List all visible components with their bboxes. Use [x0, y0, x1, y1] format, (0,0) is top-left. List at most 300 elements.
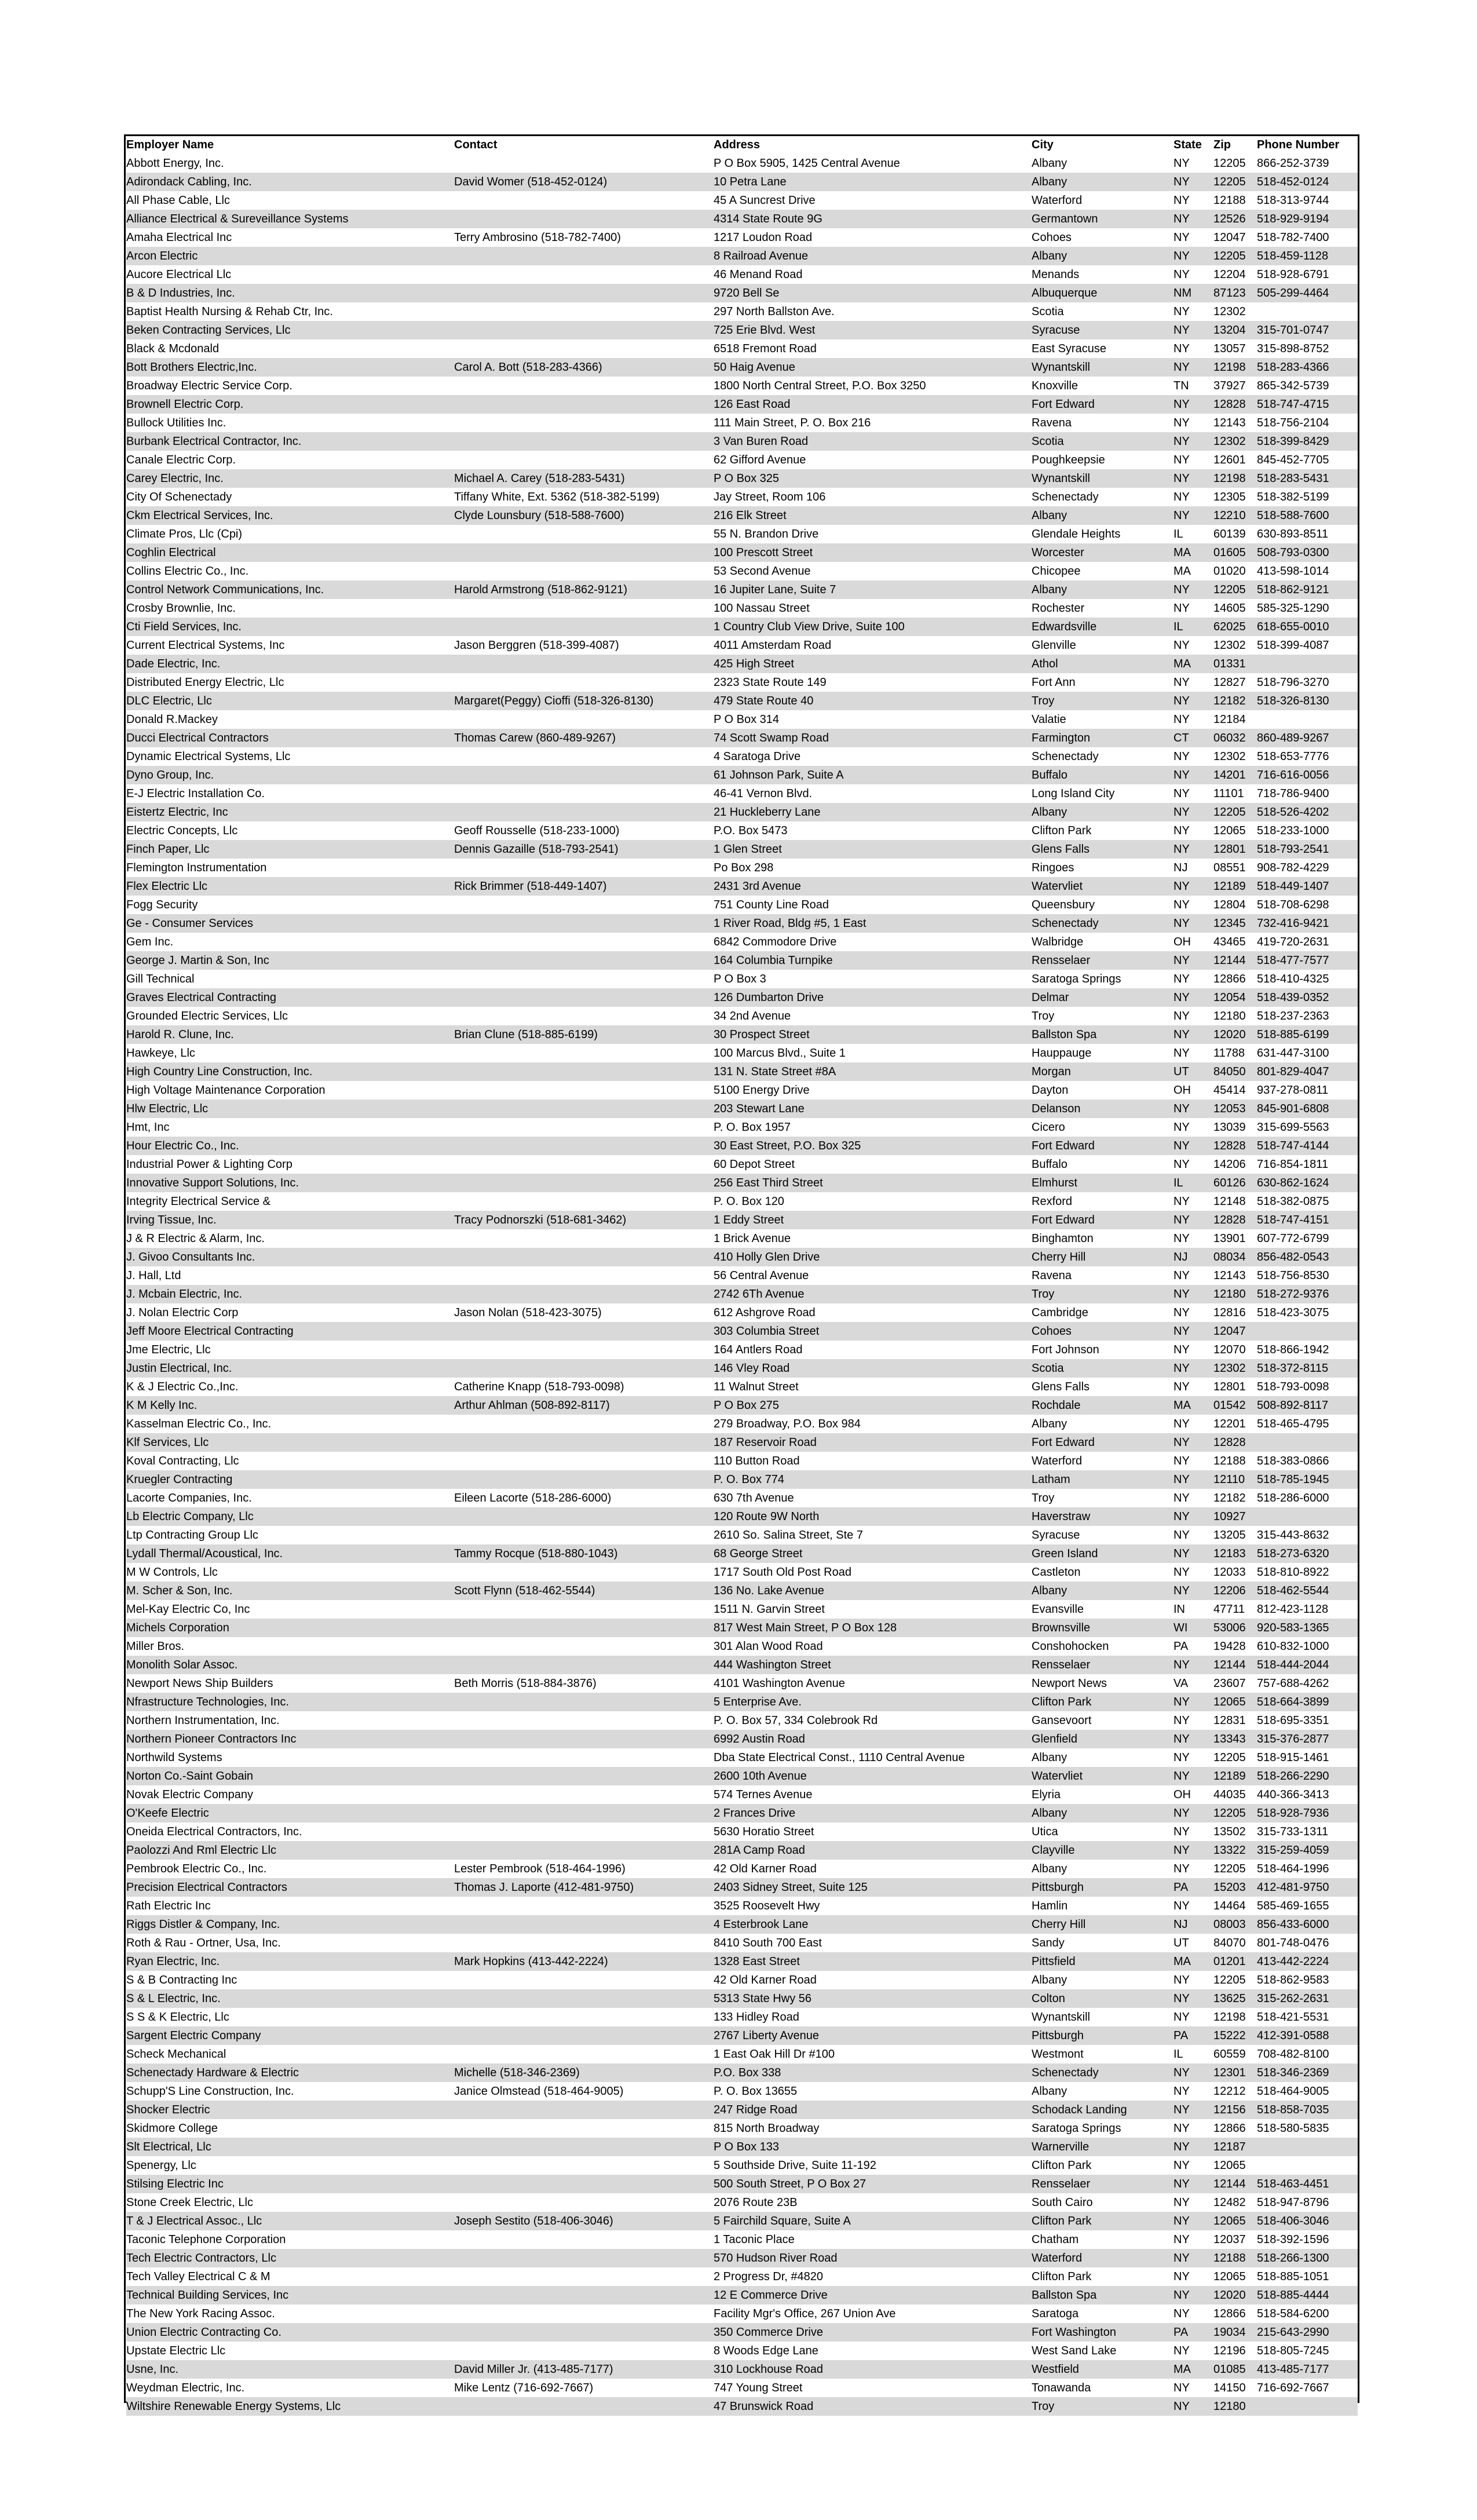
- contact-cell: [454, 1100, 714, 1118]
- city-cell: Fort Edward: [1032, 395, 1173, 414]
- state-cell: NY: [1173, 2064, 1213, 2082]
- address-cell: 203 Stewart Lane: [714, 1100, 1032, 1118]
- address-cell: 5 Fairchild Square, Suite A: [714, 2212, 1032, 2230]
- phone-cell: 518-782-7400: [1257, 231, 1329, 244]
- address-cell: 46 Menand Road: [714, 268, 803, 281]
- state-cell: NY: [1173, 210, 1213, 228]
- zip-cell: 12205: [1213, 173, 1257, 191]
- state-cell: NY: [1173, 1322, 1213, 1341]
- contact-cell: [454, 1433, 714, 1452]
- city-cell: Delanson: [1032, 1100, 1173, 1118]
- phone-cell: 801-748-0476: [1257, 1937, 1329, 1949]
- state-cell: NY: [1173, 1582, 1213, 1600]
- table-row: [126, 896, 1358, 914]
- phone-cell: 413-485-7177: [1257, 2360, 1358, 2379]
- employer-name-cell: B & D Industries, Inc.: [126, 284, 454, 302]
- phone-cell: 315-262-2631: [1257, 1989, 1358, 2008]
- table-row: [126, 1192, 1358, 1211]
- state-cell: NY: [1173, 2233, 1190, 2246]
- employer-name-cell: S & L Electric, Inc.: [126, 1989, 454, 2008]
- zip-cell: 44035: [1213, 1788, 1246, 1801]
- employer-name-cell: Broadway Electric Service Corp.: [126, 379, 293, 392]
- city-cell: Germantown: [1032, 210, 1173, 228]
- contact-cell: [454, 803, 714, 821]
- employer-name-cell: Eistertz Electric, Inc: [126, 803, 454, 821]
- contact-cell: [454, 1934, 714, 1952]
- zip-cell: 12065: [1213, 2159, 1246, 2172]
- contact-cell: Clyde Lounsbury (518-588-7600): [454, 506, 714, 525]
- table-row: [126, 2138, 1358, 2156]
- table-row: [126, 2175, 1358, 2193]
- employer-table: [126, 136, 1358, 2416]
- state-cell: NY: [1173, 2138, 1213, 2156]
- zip-cell: 01331: [1213, 655, 1257, 673]
- city-cell: Scotia: [1032, 1359, 1173, 1378]
- table-row: [126, 1322, 1358, 1341]
- zip-cell: 13039: [1213, 1121, 1246, 1134]
- zip-cell: 11101: [1213, 787, 1244, 800]
- state-cell: NY: [1173, 231, 1190, 244]
- state-cell: MA: [1173, 1952, 1213, 1971]
- address-cell: 187 Reservoir Road: [714, 1433, 1032, 1452]
- address-cell: 2323 State Route 149: [714, 676, 827, 689]
- state-cell: NY: [1173, 1285, 1213, 1303]
- contact-cell: [454, 1785, 714, 1804]
- employer-name-cell: Dyno Group, Inc.: [126, 766, 454, 784]
- zip-cell: 01020: [1213, 565, 1246, 578]
- phone-cell: 518-233-1000: [1257, 824, 1329, 837]
- address-cell: 126 Dumbarton Drive: [714, 988, 1032, 1007]
- table-row: [126, 692, 1358, 710]
- zip-cell: 23607: [1213, 1677, 1246, 1690]
- city-cell: Saratoga Springs: [1032, 2122, 1121, 2135]
- table-row: [126, 432, 1358, 451]
- zip-cell: 13502: [1213, 1825, 1246, 1838]
- employer-name-cell: Ryan Electric, Inc.: [126, 1952, 454, 1971]
- zip-cell: 12198: [1213, 469, 1257, 488]
- zip-cell: 12033: [1213, 1566, 1246, 1579]
- header-employer-name: Employer Name: [126, 138, 214, 151]
- contact-cell: [454, 1748, 714, 1767]
- state-cell: MA: [1173, 1396, 1213, 1415]
- employer-name-cell: High Country Line Construction, Inc.: [126, 1062, 454, 1081]
- city-cell: Rochdale: [1032, 1396, 1173, 1415]
- state-cell: OH: [1173, 936, 1191, 948]
- contact-cell: [454, 2119, 714, 2138]
- employer-name-cell: Nfrastructure Technologies, Inc.: [126, 1693, 454, 1711]
- state-cell: NY: [1173, 787, 1190, 800]
- phone-cell: 505-299-4464: [1257, 284, 1358, 302]
- phone-cell: 518-915-1461: [1257, 1751, 1329, 1764]
- zip-cell: 12188: [1213, 2249, 1257, 2267]
- table-row: [126, 210, 1358, 228]
- phone-cell: 413-442-2224: [1257, 1952, 1358, 1971]
- state-cell: NY: [1173, 2101, 1213, 2119]
- phone-cell: [1257, 655, 1358, 673]
- phone-cell: 518-423-3075: [1257, 1306, 1329, 1319]
- address-cell: 444 Washington Street: [714, 1656, 1032, 1674]
- zip-cell: 12302: [1213, 432, 1257, 451]
- contact-cell: [454, 1007, 714, 1025]
- city-cell: Albany: [1032, 1862, 1067, 1875]
- contact-cell: [454, 1452, 714, 1470]
- state-cell: NY: [1173, 713, 1190, 726]
- address-cell: 30 East Street, P.O. Box 325: [714, 1137, 1032, 1155]
- address-cell: 30 Prospect Street: [714, 1025, 1032, 1044]
- contact-cell: [454, 951, 714, 970]
- zip-cell: 12302: [1213, 639, 1246, 652]
- header-state: State: [1173, 138, 1202, 151]
- phone-cell: 518-664-3899: [1257, 1693, 1358, 1711]
- phone-cell: 518-410-4325: [1257, 973, 1329, 985]
- contact-cell: [454, 2193, 714, 2212]
- table-row: [126, 2101, 1358, 2119]
- zip-cell: 12187: [1213, 2138, 1257, 2156]
- table-row: [126, 2249, 1358, 2267]
- phone-cell: 518-947-8796: [1257, 2196, 1329, 2209]
- zip-cell: 12302: [1213, 750, 1246, 763]
- state-cell: NY: [1173, 1825, 1190, 1838]
- phone-cell: 518-272-9376: [1257, 1285, 1358, 1303]
- table-row: [126, 469, 1358, 488]
- employer-name-cell: Rath Electric Inc: [126, 1900, 211, 1912]
- contact-cell: [454, 1526, 714, 1544]
- city-cell: Cohoes: [1032, 1322, 1173, 1341]
- phone-cell: 518-392-1596: [1257, 2233, 1329, 2246]
- state-cell: MA: [1173, 2360, 1213, 2379]
- state-cell: NY: [1173, 305, 1190, 318]
- address-cell: 5313 State Hwy 56: [714, 1989, 1032, 2008]
- address-cell: 8410 South 700 East: [714, 1937, 822, 1949]
- phone-cell: 315-701-0747: [1257, 321, 1358, 339]
- zip-cell: 12047: [1213, 231, 1246, 244]
- zip-cell: 12198: [1213, 2011, 1246, 2024]
- employer-name-cell: City Of Schenectady: [126, 491, 232, 503]
- table-row: [126, 2064, 1358, 2082]
- phone-cell: 518-452-0124: [1257, 173, 1358, 191]
- city-cell: Buffalo: [1032, 766, 1173, 784]
- zip-cell: 12205: [1213, 803, 1257, 821]
- zip-cell: 12204: [1213, 268, 1246, 281]
- city-cell: Athol: [1032, 655, 1173, 673]
- table-row: [126, 673, 1358, 692]
- state-cell: MA: [1173, 543, 1213, 562]
- state-cell: NY: [1173, 417, 1190, 429]
- zip-cell: 12210: [1213, 506, 1257, 525]
- state-cell: NY: [1173, 2270, 1190, 2283]
- table-row: [126, 1489, 1358, 1507]
- contact-cell: [454, 414, 714, 432]
- city-cell: Evansville: [1032, 1603, 1084, 1616]
- state-cell: NY: [1173, 2307, 1190, 2320]
- employer-name-cell: Hlw Electric, Llc: [126, 1100, 454, 1118]
- zip-cell: 12201: [1213, 1418, 1246, 1430]
- zip-cell: 08034: [1213, 1248, 1257, 1266]
- table-row: [126, 1100, 1358, 1118]
- state-cell: NY: [1173, 1730, 1213, 1748]
- phone-cell: [1257, 302, 1358, 321]
- employer-name-cell: Wiltshire Renewable Energy Systems, Llc: [126, 2397, 454, 2416]
- phone-cell: 419-720-2631: [1257, 936, 1329, 948]
- city-cell: Queensbury: [1032, 899, 1095, 911]
- address-cell: 1 Taconic Place: [714, 2233, 795, 2246]
- state-cell: TN: [1173, 379, 1189, 392]
- state-cell: NY: [1173, 692, 1213, 710]
- phone-cell: 518-406-3046: [1257, 2212, 1358, 2230]
- employer-name-cell: Slt Electrical, Llc: [126, 2138, 454, 2156]
- address-cell: 725 Erie Blvd. West: [714, 321, 1032, 339]
- city-cell: Saratoga: [1032, 2307, 1079, 2320]
- city-cell: Albany: [1032, 173, 1173, 191]
- address-cell: 50 Haig Avenue: [714, 358, 1032, 377]
- phone-cell: 757-688-4262: [1257, 1677, 1329, 1690]
- address-cell: 216 Elk Street: [714, 506, 1032, 525]
- state-cell: NY: [1173, 1433, 1213, 1452]
- table-row: [126, 2360, 1358, 2379]
- contact-cell: [454, 2101, 714, 2119]
- state-cell: NY: [1173, 1137, 1213, 1155]
- city-cell: South Cairo: [1032, 2196, 1093, 2209]
- contact-cell: [454, 896, 714, 914]
- phone-cell: 631-447-3100: [1257, 1047, 1329, 1060]
- phone-cell: 732-416-9421: [1257, 914, 1358, 933]
- table-row: [126, 506, 1358, 525]
- address-cell: 56 Central Avenue: [714, 1269, 809, 1282]
- phone-cell: 518-756-8530: [1257, 1269, 1329, 1282]
- zip-cell: 12831: [1213, 1714, 1246, 1727]
- contact-cell: [454, 1656, 714, 1674]
- table-row: [126, 1730, 1358, 1748]
- address-cell: 11 Walnut Street: [714, 1380, 799, 1393]
- zip-cell: 13057: [1213, 342, 1246, 355]
- contact-cell: Tracy Podnorszki (518-681-3462): [454, 1211, 714, 1229]
- city-cell: Haverstraw: [1032, 1507, 1173, 1526]
- address-cell: 570 Hudson River Road: [714, 2249, 1032, 2267]
- table-row: [126, 1785, 1358, 1804]
- employer-name-cell: Schenectady Hardware & Electric: [126, 2064, 454, 2082]
- state-cell: IL: [1173, 2048, 1183, 2061]
- city-cell: Albany: [1032, 803, 1173, 821]
- state-cell: NY: [1173, 803, 1213, 821]
- contact-cell: [454, 1470, 714, 1489]
- address-cell: 6518 Fremont Road: [714, 342, 817, 355]
- state-cell: NY: [1173, 1010, 1190, 1022]
- zip-cell: 12188: [1213, 1455, 1246, 1467]
- employer-name-cell: M. Scher & Son, Inc.: [126, 1582, 454, 1600]
- employer-name-cell: Irving Tissue, Inc.: [126, 1211, 454, 1229]
- city-cell: Chicopee: [1032, 565, 1081, 578]
- city-cell: Fort Edward: [1032, 1433, 1173, 1452]
- city-cell: Dayton: [1032, 1084, 1069, 1097]
- address-cell: P.O. Box 338: [714, 2064, 1032, 2082]
- state-cell: NY: [1173, 2085, 1190, 2098]
- zip-cell: 12047: [1213, 1322, 1257, 1341]
- city-cell: Schenectady: [1032, 914, 1173, 933]
- phone-cell: 518-885-6199: [1257, 1025, 1358, 1044]
- address-cell: 2 Frances Drive: [714, 1804, 1032, 1823]
- employer-name-cell: Control Network Communications, Inc.: [126, 580, 454, 599]
- employer-name-cell: J. Hall, Ltd: [126, 1269, 181, 1282]
- table-row: [126, 655, 1358, 673]
- employer-name-cell: Bott Brothers Electric,Inc.: [126, 358, 454, 377]
- state-cell: MA: [1173, 565, 1191, 578]
- table-row: [126, 803, 1358, 821]
- employer-name-cell: Collins Electric Co., Inc.: [126, 565, 249, 578]
- employer-name-cell: S & B Contracting Inc: [126, 1974, 237, 1986]
- state-cell: NY: [1173, 951, 1213, 970]
- state-cell: IN: [1173, 1603, 1185, 1616]
- city-cell: Cambridge: [1032, 1306, 1088, 1319]
- state-cell: NY: [1173, 2212, 1213, 2230]
- employer-name-cell: High Voltage Maintenance Corporation: [126, 1084, 326, 1097]
- employer-name-cell: Koval Contracting, Llc: [126, 1455, 239, 1467]
- address-cell: 1 Country Club View Drive, Suite 100: [714, 618, 1032, 636]
- employer-name-cell: K M Kelly Inc.: [126, 1396, 454, 1415]
- table-row: [126, 1619, 1358, 1637]
- zip-cell: 12144: [1213, 1656, 1257, 1674]
- employer-name-cell: Harold R. Clune, Inc.: [126, 1025, 454, 1044]
- phone-cell: 518-885-1051: [1257, 2270, 1329, 2283]
- state-cell: NY: [1173, 580, 1213, 599]
- city-cell: Fort Ann: [1032, 676, 1076, 689]
- state-cell: NY: [1173, 2122, 1190, 2135]
- phone-cell: 518-526-4202: [1257, 803, 1358, 821]
- zip-cell: 12601: [1213, 454, 1246, 466]
- city-cell: Cicero: [1032, 1121, 1065, 1134]
- contact-cell: [454, 1285, 714, 1303]
- address-cell: 479 State Route 40: [714, 692, 1032, 710]
- phone-cell: 518-283-4366: [1257, 358, 1358, 377]
- state-cell: NY: [1173, 1900, 1190, 1912]
- employer-name-cell: Finch Paper, Llc: [126, 840, 454, 859]
- zip-cell: 10927: [1213, 1507, 1257, 1526]
- table-row: [126, 1915, 1358, 1934]
- state-cell: NY: [1173, 1380, 1190, 1393]
- city-cell: Hamlin: [1032, 1900, 1068, 1912]
- address-cell: P O Box 275: [714, 1396, 1032, 1415]
- contact-cell: Geoff Rousselle (518-233-1000): [454, 824, 620, 837]
- phone-cell: 518-862-9583: [1257, 1974, 1329, 1986]
- employer-name-cell: Alliance Electrical & Sureveillance Systems: [126, 210, 454, 228]
- phone-cell: [1257, 1507, 1358, 1526]
- city-cell: Ballston Spa: [1032, 1025, 1173, 1044]
- city-cell: Westmont: [1032, 2048, 1084, 2061]
- zip-cell: 12816: [1213, 1306, 1246, 1319]
- address-cell: 10 Petra Lane: [714, 173, 1032, 191]
- phone-cell: 215-643-2990: [1257, 2323, 1358, 2342]
- table-row: [126, 2212, 1358, 2230]
- city-cell: Wynantskill: [1032, 358, 1173, 377]
- city-cell: Walbridge: [1032, 936, 1084, 948]
- state-cell: NY: [1173, 491, 1190, 503]
- contact-cell: [454, 265, 714, 284]
- table-row: [126, 840, 1358, 859]
- employer-name-cell: Bullock Utilities Inc.: [126, 417, 226, 429]
- contact-cell: [454, 2156, 714, 2175]
- address-cell: 136 No. Lake Avenue: [714, 1582, 1032, 1600]
- contact-cell: [454, 562, 714, 580]
- employer-name-cell: Donald R.Mackey: [126, 713, 218, 726]
- phone-cell: [1257, 1433, 1358, 1452]
- city-cell: Albany: [1032, 506, 1173, 525]
- contact-cell: [454, 988, 714, 1007]
- state-cell: IL: [1173, 528, 1183, 540]
- city-cell: Albany: [1032, 1418, 1067, 1430]
- state-cell: UT: [1173, 1937, 1189, 1949]
- state-cell: NY: [1173, 1359, 1213, 1378]
- city-cell: West Sand Lake: [1032, 2344, 1117, 2357]
- employer-name-cell: Schupp'S Line Construction, Inc.: [126, 2085, 294, 2098]
- city-cell: Menands: [1032, 268, 1080, 281]
- contact-cell: [454, 1730, 714, 1748]
- city-cell: Waterford: [1032, 1455, 1083, 1467]
- address-cell: 110 Button Road: [714, 1455, 800, 1467]
- city-cell: Schenectady: [1032, 750, 1099, 763]
- zip-cell: 12037: [1213, 2233, 1246, 2246]
- table-row: [126, 1155, 1358, 1174]
- phone-cell: 508-892-8117: [1257, 1396, 1358, 1415]
- city-cell: Delmar: [1032, 988, 1173, 1007]
- contact-cell: [454, 859, 714, 877]
- state-cell: NY: [1173, 1158, 1190, 1171]
- zip-cell: 12180: [1213, 1010, 1246, 1022]
- state-cell: IL: [1173, 618, 1213, 636]
- employer-name-cell: Black & Mcdonald: [126, 342, 220, 355]
- address-cell: 60 Depot Street: [714, 1158, 795, 1171]
- address-cell: 817 West Main Street, P O Box 128: [714, 1619, 1032, 1637]
- contact-cell: [454, 1137, 714, 1155]
- state-cell: NY: [1173, 342, 1190, 355]
- employer-name-cell: J. Mcbain Electric, Inc.: [126, 1285, 454, 1303]
- state-cell: CT: [1173, 729, 1213, 747]
- employer-name-cell: Carey Electric, Inc.: [126, 469, 454, 488]
- state-cell: NY: [1173, 1455, 1190, 1467]
- contact-cell: [454, 1823, 714, 1841]
- header-address: Address: [714, 138, 761, 151]
- address-cell: P O Box 133: [714, 2138, 1032, 2156]
- city-cell: Glens Falls: [1032, 840, 1173, 859]
- employer-name-cell: Stone Creek Electric, Llc: [126, 2196, 253, 2209]
- phone-cell: 315-733-1311: [1257, 1825, 1329, 1838]
- table-row: [126, 1470, 1358, 1489]
- contact-cell: [454, 1619, 714, 1637]
- employer-name-cell: Usne, Inc.: [126, 2360, 454, 2379]
- employer-name-cell: Kasselman Electric Co., Inc.: [126, 1418, 272, 1430]
- employer-name-cell: Shocker Electric: [126, 2101, 454, 2119]
- address-cell: 4 Saratoga Drive: [714, 750, 801, 763]
- city-cell: Ravena: [1032, 417, 1072, 429]
- contact-cell: [454, 933, 714, 951]
- zip-cell: 43465: [1213, 936, 1246, 948]
- zip-cell: 01542: [1213, 1396, 1257, 1415]
- employer-name-cell: K & J Electric Co.,Inc.: [126, 1380, 239, 1393]
- phone-cell: [1257, 1322, 1358, 1341]
- employer-name-cell: Fogg Security: [126, 899, 198, 911]
- contact-cell: Arthur Ahlman (508-892-8117): [454, 1396, 714, 1415]
- employer-name-cell: Lb Electric Company, Llc: [126, 1507, 454, 1526]
- state-cell: NY: [1173, 268, 1190, 281]
- phone-cell: 518-313-9744: [1257, 194, 1329, 207]
- state-cell: NY: [1173, 1047, 1190, 1060]
- city-cell: Troy: [1032, 2397, 1173, 2416]
- city-cell: Chatham: [1032, 2233, 1079, 2246]
- state-cell: NY: [1173, 1974, 1190, 1986]
- zip-cell: 12065: [1213, 2270, 1246, 2283]
- table-row: [126, 599, 1358, 618]
- phone-cell: 315-699-5563: [1257, 1121, 1329, 1134]
- contact-cell: [454, 1841, 714, 1860]
- table-row: [126, 1211, 1358, 1229]
